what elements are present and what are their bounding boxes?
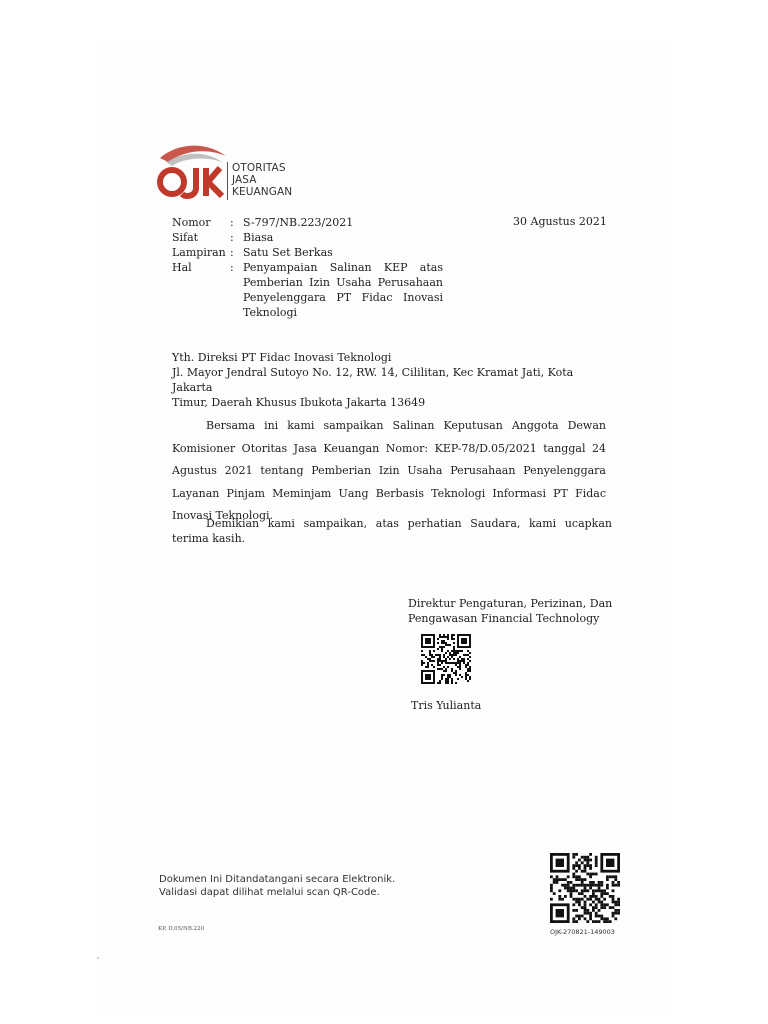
recipient-name: Yth. Direksi PT Fidac Inovasi Teknologi <box>172 351 392 364</box>
recipient-address-line: Jl. Mayor Jendral Sutoyo No. 12, RW. 14, Cililitan, Kec Kramat Jati, Kota Jakarta <box>172 366 574 394</box>
letter-date: 30 Agustus 2021 <box>513 215 607 228</box>
closing-paragraph: Demikian kami sampaikan, atas perhatian Saudara, kami ucapkan terima kasih. <box>172 517 612 545</box>
recipient-address-line: Timur, Daerah Khusus Ibukota Jakarta 13649 <box>172 396 426 409</box>
validation-qr-code-icon <box>550 853 620 923</box>
scan-speck <box>97 957 99 959</box>
document-ref: KP. D.05/NB.220 <box>158 926 205 932</box>
signatory-title: Direktur Pengaturan, Perizinan, Dan Pengawasan Financial Technology <box>408 597 613 625</box>
meta-row-sifat: Sifat : Biasa <box>172 231 274 244</box>
meta-row-hal: Hal : Penyampaian Salinan KEP atas <box>172 261 443 274</box>
signatory-name: Tris Yulianta <box>411 699 482 712</box>
meta-hal-line: Teknologi <box>243 306 298 319</box>
logo-wordmark: OTORITAS JASA KEUANGAN <box>232 162 293 198</box>
meta-hal-line: Penyelenggara PT Fidac Inovasi <box>243 291 443 304</box>
meta-hal-line: Pemberian Izin Usaha Perusahaan <box>243 276 443 289</box>
recipient-block <box>172 350 612 410</box>
body-paragraph: Bersama ini kami sampaikan Salinan Keputusan Anggota Dewan Komisioner Otoritas Jasa Keuangan Nomor: KEP-78/D.05/2021 tanggal 24 Agustus 2021 tentang Pemberian Izin Usaha Perusahaan Penyelenggara Layanan Pinjam Meminjam Uang Berbasis Teknologi Informasi PT Fidac Inovasi Teknologi. <box>172 419 606 522</box>
qr-code-label: OJK-270821-149003 <box>550 928 615 936</box>
meta-row-nomor: Nomor : S-797/NB.223/2021 <box>172 216 354 229</box>
footer-note: Dokumen Ini Ditandatangani secara Elektronik. Validasi dapat dilihat melalui scan QR-Code. <box>159 874 396 898</box>
meta-row-lampiran: Lampiran : Satu Set Berkas <box>172 246 333 259</box>
qr-code-icon <box>421 634 471 684</box>
letter-meta <box>172 215 443 320</box>
logo-divider <box>227 162 228 200</box>
